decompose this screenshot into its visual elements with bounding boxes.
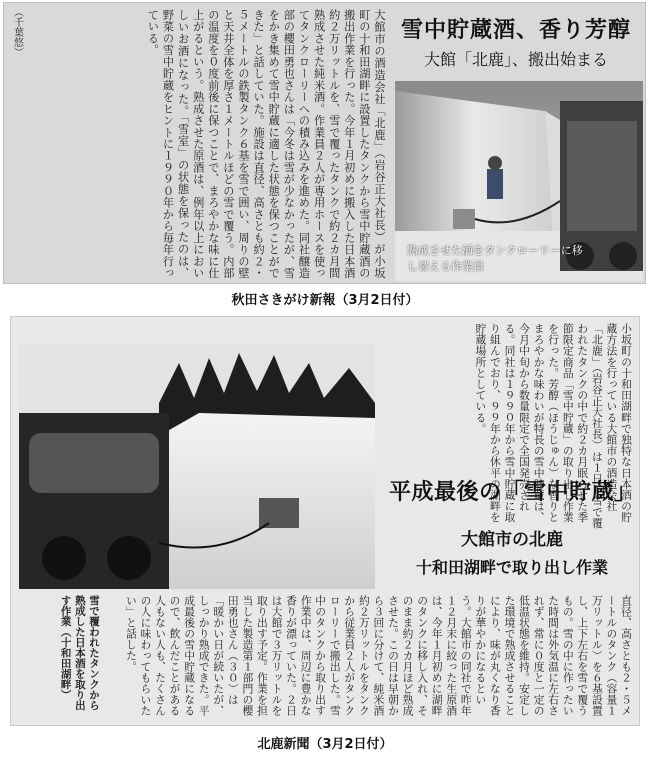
article2-subheadline-1: 大館市の北鹿 <box>461 530 563 550</box>
article2-body-top: 小坂町の十和田湖畔で独特な日本酒の貯蔵方法を行っている大館市の酒造会社「北鹿」（岩谷正大社長）は１日、雪で覆われたタンクの中で約２カ月眠らせた季節限定商品「雪中貯蔵」の取り出し作業を行った。芳醇（ほうじゅん）な香りとまろやかな味わいが特長の雪中貯蔵は、今月中旬から数量限定で全国発売される。同社は１９９０年から雪中貯蔵に取り組んでおり、９９年から休平の湖畔を貯蔵場所としている。 <box>474 323 633 529</box>
article1-body: 大館市の酒造会社「北鹿」（岩谷正大社長）が小坂町の十和田湖畔に設置したタンクから雪中貯蔵酒の搬出作業を行った。今年１月初めに搬入した日本酒約２万リットルを、雪で覆ったタンクで約２カ月間熟成させた純米酒。作業員２人が専用ホースを使ってタンクローリーへの積み込みを進めた。同社醸造部の櫻田勇也さんは「今冬は雪が少なかったが、雪をかき集めて雪中貯蔵に適した状態を保つことができた」と話していた。施設は直径、高さとも約２・５メートルの鉄製タンク６基を雪で囲い、周りの壁と天井全体を厚さ１メートルほどの雪で覆う。内部の温度を０度前後に保つことで、まろやかな味に仕上がるという。熟成させた原酒は、例年以上においしいお酒になった。「雪室」の状態を保ったのは、野菜の雪中貯蔵をヒントに１９９０年から毎年行っている。 <box>146 9 386 279</box>
article2-photo-caption: 雪で覆われたタンクから熟成した日本酒を取り出す作業（十和田湖畔） <box>59 595 100 711</box>
akita-sakigake-clipping <box>3 2 646 284</box>
article1-photo-caption: 熟成させた酒をタンクローリーに移し替える作業員 <box>407 244 583 274</box>
article2-source: 北鹿新聞（3月2日付） <box>257 737 393 752</box>
article2-body-bottom: 直径、高さとも２・５メートルのタンク（容量１万リットル）を６基設置し、上下左右を雪で覆うもの。雪の中に作ったいた時間は外気温に左右されず、常に０度と一定の低温状態を維持。安定した環境で熟成させることにより、味が丸くなり香りが華やかになるという。大館市の同社で昨年１２月末に絞った生原酒は、今年１月初めに湖畔のタンクに移し入れ、そのまま約２カ月ほど熟成させた。この日は早朝から３回に分けて、純米酒約２万リットルをタンクから従業員２人がタンクローリーで搬出した。雪中のタンクから取り出す作業中は、周辺に豊かな香りが漂っていた。２日は大館で３万リットルを取り出す予定。作業を担当した製造第１部門の櫻田勇也さん（３０）は「暖かい日が続いたが、しっかり熟成できた。平成最後の雪中貯蔵になるので、飲んだことがある人もない人も、たくさんの人に味わってもらいたい」と話した。 <box>124 595 633 716</box>
article1-photo <box>395 81 643 281</box>
snow-mound-photo-image <box>19 343 375 589</box>
article1-byline: （千葉悠） <box>11 7 23 57</box>
article1-subheadline: 大館「北鹿」、搬出始まる <box>423 50 608 69</box>
article1-source: 秋田さきがけ新報（3月2日付） <box>231 293 419 308</box>
article2-subheadline-2: 十和田湖畔で取り出し作業 <box>415 558 608 577</box>
article2-headline: 平成最後の「雪中貯蔵」 <box>389 479 637 505</box>
article2-photo <box>19 343 375 589</box>
article1-headline: 雪中貯蔵酒、香り芳醇 <box>400 17 631 43</box>
hokuroku-shimbun-clipping <box>10 316 640 726</box>
